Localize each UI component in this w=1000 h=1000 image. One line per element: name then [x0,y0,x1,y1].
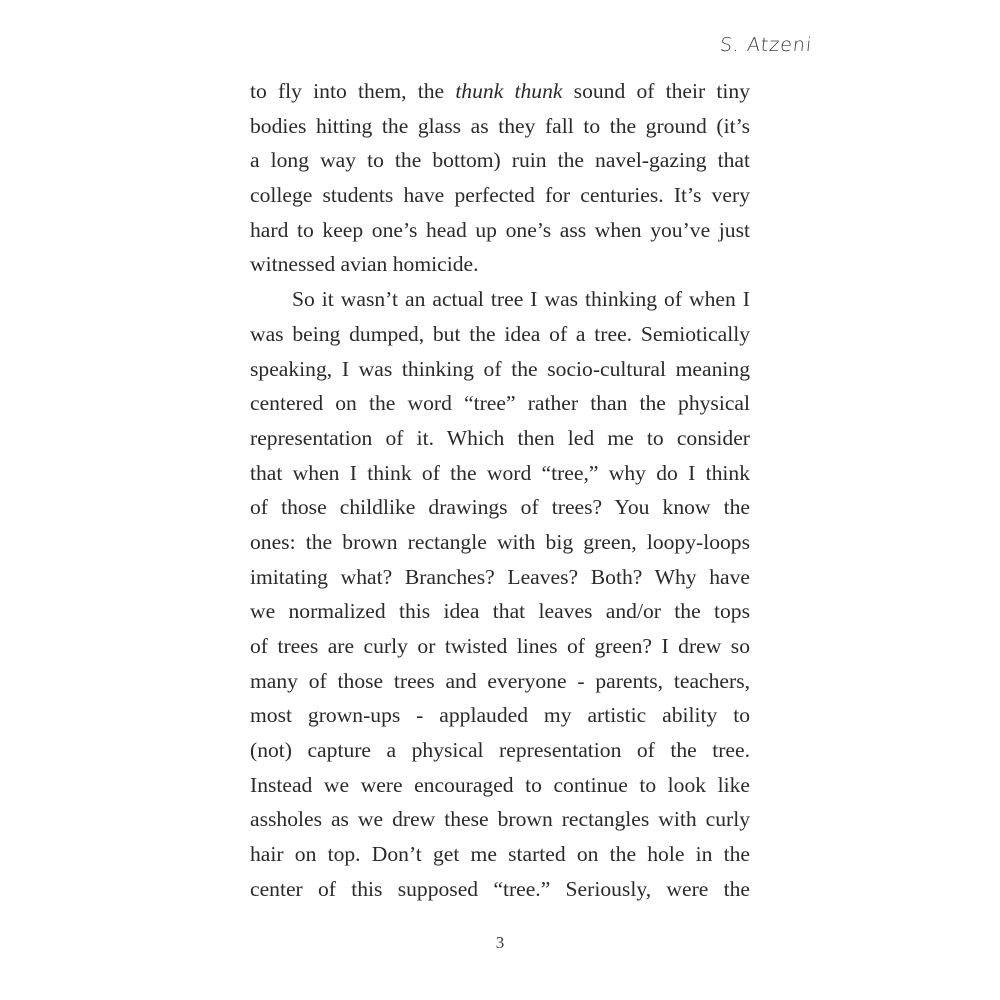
text-line: centered on the word “tree” rather than the physical [250,391,750,416]
text-line: we normalized this idea that leaves and/or the tops [250,599,750,624]
text-line: hard to keep one’s head up one’s ass when you’ve just [250,217,750,242]
text-line: many of those trees and everyone - parents, teachers, [250,668,750,693]
text-line: ones: the brown rectangle with big green, loopy-loops [250,529,750,554]
page-number: 3 [495,933,505,952]
text-line: imitating what? Branches? Leaves? Both? Why have [250,564,750,589]
text-line: a long way to the bottom) ruin the navel-gazing that [250,148,750,173]
body-text [250,74,750,907]
text-line: was being dumped, but the idea of a tree. Semiotically [250,321,750,346]
text-line: of those childlike drawings of trees? You know the [250,495,750,520]
text-line: to fly into them, the thunk thunk sound of their tiny [250,79,750,103]
text-line: assholes as we drew these brown rectangles with curly [250,807,750,832]
text-line: of trees are curly or twisted lines of green? I drew so [250,634,750,658]
italic-text: thunk thunk [455,79,563,103]
text-line: bodies hitting the glass as they fall to the ground (it’s [250,113,750,138]
text-line: representation of it. Which then led me to consider [250,425,750,450]
text-line: college students have perfected for centuries. It’s very [250,183,750,208]
text-line: that when I think of the word “tree,” why do I think [250,460,750,485]
text-line: hair on top. Don’t get me started on the hole in the [250,842,750,867]
text-line: (not) capture a physical representation of the tree. [250,738,750,763]
text-line: speaking, I was thinking of the socio-cultural meaning [250,356,750,381]
running-head-author: S. Atzeni [718,34,814,56]
text-line: So it wasn’t an actual tree I was thinking of when I [292,287,750,312]
text-line: most grown-ups - applauded my artistic ability to [250,703,750,728]
text-line: center of this supposed “tree.” Seriously, were the [250,876,750,901]
text-line: Instead we were encouraged to continue to look like [250,772,750,797]
text-line: witnessed avian homicide. [250,252,479,277]
